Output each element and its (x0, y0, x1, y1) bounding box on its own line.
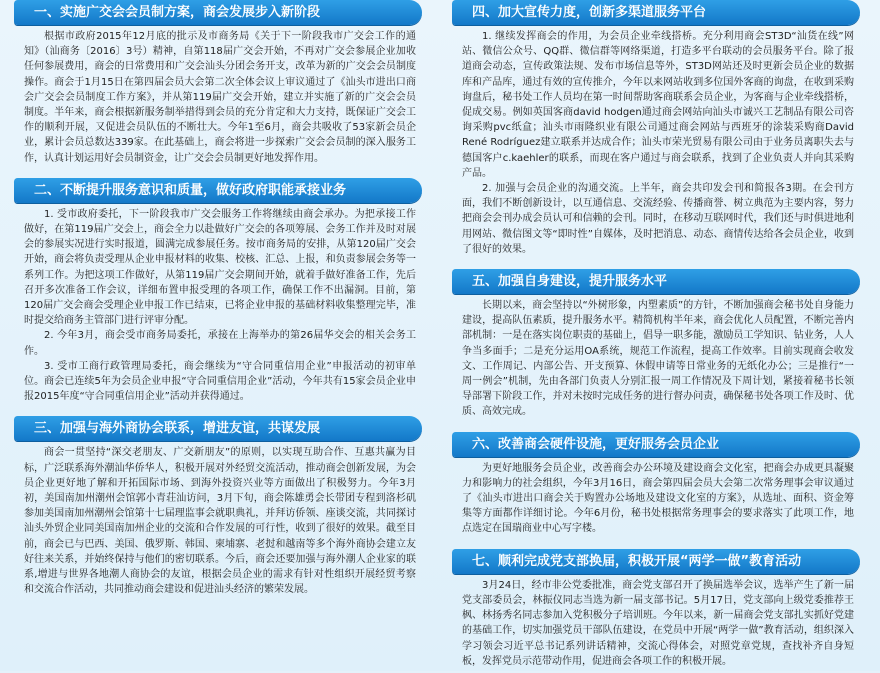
section-2-paragraph: 2. 今年3月，商会受市商务局委托，承接在上海举办的第26届华交会的相关会务工作。 (24, 330, 416, 357)
section-4-title: 四、加大宣传力度，创新多渠道服务平台 (452, 0, 860, 25)
section-7 (452, 549, 860, 673)
section-2-paragraph: 3. 受市工商行政管理局委托，商会继续为“守合同重信用企业”申报活动的初审单位。商会已连续5年为会员企业申报“守合同重信用企业”活动，今年共有15家会员企业申报2015年度“守合同重信用企业”活动并获得通过。 (24, 360, 416, 403)
section-6 (452, 432, 860, 541)
section-3 (14, 416, 422, 601)
section-2-title: 二、不断提升服务意识和质量，做好政府职能承接业务 (14, 178, 422, 203)
section-1-title: 一、实施广交会会员制方案，商会发展步入新阶段 (14, 0, 422, 25)
section-5 (452, 269, 860, 424)
section-1 (14, 0, 422, 170)
section-3-paragraph: 商会一贯坚持“深交老朋友、广交新朋友”的原则，以实现互助合作、互惠共赢为目标，广泛联系海外潮汕华侨华人，积极开展对外经贸交流活动，推动商会创新发展，为会员企业更好地了解和开拓国际市场、到海外投资兴业等方面做出了积极努力。今年3月初，美国南加州潮州会馆郭小青荘汕访问，3月下旬，商会陈雄勇会长带团专程到洛杉矶参加美国南加州潮州会馆第十七届理监事会就职典礼，并拜访侨领、座谈交流，共同探讨汕头外贸企业同美国南加州企业的交流和合作发展的可行性，收到了很好的效果。截至目前，商会已与巴西、美国、俄罗斯、韩国、柬埔寨、老挝和越南等多个海外商协会建立友好往来关系，并始终保持与他们的密切联系。今后，商会还要加强与海外潮人企业家的联系,增进与世界各地潮人商协会的友谊，根据会员企业的需求有针对性组织开展经贸考察和交流合作活动，共同推动商会建设和促进汕头经济的繁荣发展。 (24, 447, 416, 596)
section-6-paragraph: 为更好地服务会员企业，改善商会办公环境及建设商会文化室，把商会办成更具凝聚力和影响力的社会组织，今年3月16日，商会第四届会员大会第二次常务理事会审议通过了《汕头市进出口商会关于购置办公场地及建设文化室的方案》，从选址、面积、资金筹集等方面都作详细讨论。今年6月份，秘书处根据常务理事会的要求落实了此项工作，地点选定在国瑞商业中心写字楼。 (462, 462, 854, 535)
right-column (452, 0, 860, 673)
section-4-body (452, 25, 860, 261)
section-3-body (14, 441, 422, 601)
section-2-paragraph: 1. 受市政府委托，下一阶段我市广交会服务工作将继续由商会承办。为把承接工作做好，在第119届广交会上，商会全力以赴做好广交会的各项筹展、会务工作并及时对展会的参展实况进行实时报道，圆满完成参展任务。按市商务局的安排，从第120届广交会开始，商会将负责受理从企业申报材料的收集、校核、汇总、上报，和负责参展会务等一系列工作。为把这项工作做好，从第119届广交会期间开始，就着手做好准备工作，先后召开多次准备工作会议，详细布置申报受理的各项工作，确保工作不出漏洞。目前，第120届广交会商会受理企业申报工作已结束，已将企业申报的基础材料收集整理完毕，准时提交给商务主管部门进行评审分配。 (24, 208, 416, 327)
section-6-body (452, 457, 860, 541)
section-5-title: 五、加强自身建设，提升服务水平 (452, 269, 860, 294)
left-column (14, 0, 422, 602)
section-4-paragraph: 1. 继续发挥商会的作用，为会员企业牵线搭桥。充分利用商会ST3D“汕货在线”网站、微信公众号、QQ群、微信群等网络渠道，打造多平台联动的会员服务平台。除了报道商会动态，宣传政策法规、发布市场信息等外，ST3D网站还及时更新会员企业的数据库和产品库，通过有效的宣传推介，今年以来网站收到多位国外客商的询盘，在收到采购询盘后，秘书处工作人员均在第一时间帮助客商联系会员企业，为客商与企业牵线搭桥，促成交易。例如英国客商david hodgen通过商会网站向汕头市诚兴工艺制品有限公司咨询采购pvc纸盒；汕头市雨隆织业有限公司通过商会网站与西班牙的涂装采购商David René Rodríguez建立联系并达成合作；汕头市荣光贸易有限公司由于业务员离职失去与德国客户c.kaehler的联系，而现在客户通过与商会联系，找到了企业负责人并向其采购产品。 (462, 31, 854, 179)
section-1-paragraph: 根据市政府2015年12月底的批示及市商务局《关于下一阶段我市广交会工作的通知》（汕商务〔2016〕3号）精神，自第118届广交会开始，不再对广交会参展企业加收任何参展费用，商会的日常费用和广交会汕头分团会务开支，改革为新的广交会会员制度操作。商会于1月15日在第四届会员大会第二次全体会议上审议通过了《汕头市进出口商会广交会会员制度工作方案》，并从第119届广交会开始，建立并实施了新的广交会会员制度。半年来，商会根据新服务制举措得到会员的充分肯定和大力支持，既保证广交会工作的顺利开展，又促进会员队伍的不断壮大。今年1至6月，商会共吸收了53家新会员企业，累计会员总数达339家。在此基础上，商会将进一步探索广交会会员制的深入服务工作，认真计划运用好会员制资金，让广交会会员制更好地发挥作用。 (24, 31, 416, 164)
section-2-body (14, 203, 422, 409)
section-4-paragraph: 2. 加强与会员企业的沟通交流。上半年，商会共印发会刊和简报各3期。在会刊方面，我们不断创新设计，以互通信息、交流经验、传播商誉、树立典范为主要内容，努力把商会会刊办成会员认可和信赖的会刊。同时，在移动互联网时代，我们还与时俱进地利用网站、微信图文等“即时性”自媒体，及时把消息、动态、商情传达给各会员企业，收到了很好的效果。 (462, 183, 854, 255)
section-6-title: 六、改善商会硬件设施，更好服务会员企业 (452, 432, 860, 457)
section-4 (452, 0, 860, 261)
section-3-title: 三、加强与海外商协会联系，增进友谊，共谋发展 (14, 416, 422, 441)
section-5-body (452, 294, 860, 424)
section-2 (14, 178, 422, 409)
section-7-body (452, 574, 860, 673)
section-5-paragraph: 长期以来，商会坚持以“外树形象，内塑素质”的方针，不断加强商会秘书处自身能力建设，提高队伍素质，提升服务水平。精简机构半年来，商会优化人员配置，不断完善内部机制：一是在落实岗位职责的基础上，倡导一职多能，激励员工学知识、钻业务，人人争当多面手；二是充分运用OA系统，规范工作流程，提高工作效率。目前实现商会收发文、工作周记、内部公告、开支预算、休假申请等日常业务的无纸化办公；三是推行“一周一例会”机制，先由各部门负责人分别汇报一周工作情况及下周计划，紧接着秘书长领导部署下阶段工作，并对未按时完成任务的进行督办问责，确保秘书处各项工作及时、优质、高效完成。 (462, 300, 854, 418)
section-7-paragraph: 3月24日，经市非公党委批准，商会党支部召开了换届选举会议，选举产生了新一届党支部委员会，林振仪同志当选为新一届支部书记。5月17日，党支部向上级党委推荐王枫、林扬秀名同志参加入党积极分子培训班。今年以来，新一届商会党支部扎实抓好党建的基础工作，切实加强党员干部队伍建设，在党员中开展“两学一做”教育活动，组织深入学习领会习近平总书记系列讲话精神，交流心得体会，对照党章党规，查找补齐自身短板，发挥党员示范带动作用，促进商会各项工作的积极开展。 (462, 579, 854, 667)
section-7-title: 七、顺利完成党支部换届，积极开展“两学一做”教育活动 (452, 549, 860, 574)
section-1-body (14, 25, 422, 170)
